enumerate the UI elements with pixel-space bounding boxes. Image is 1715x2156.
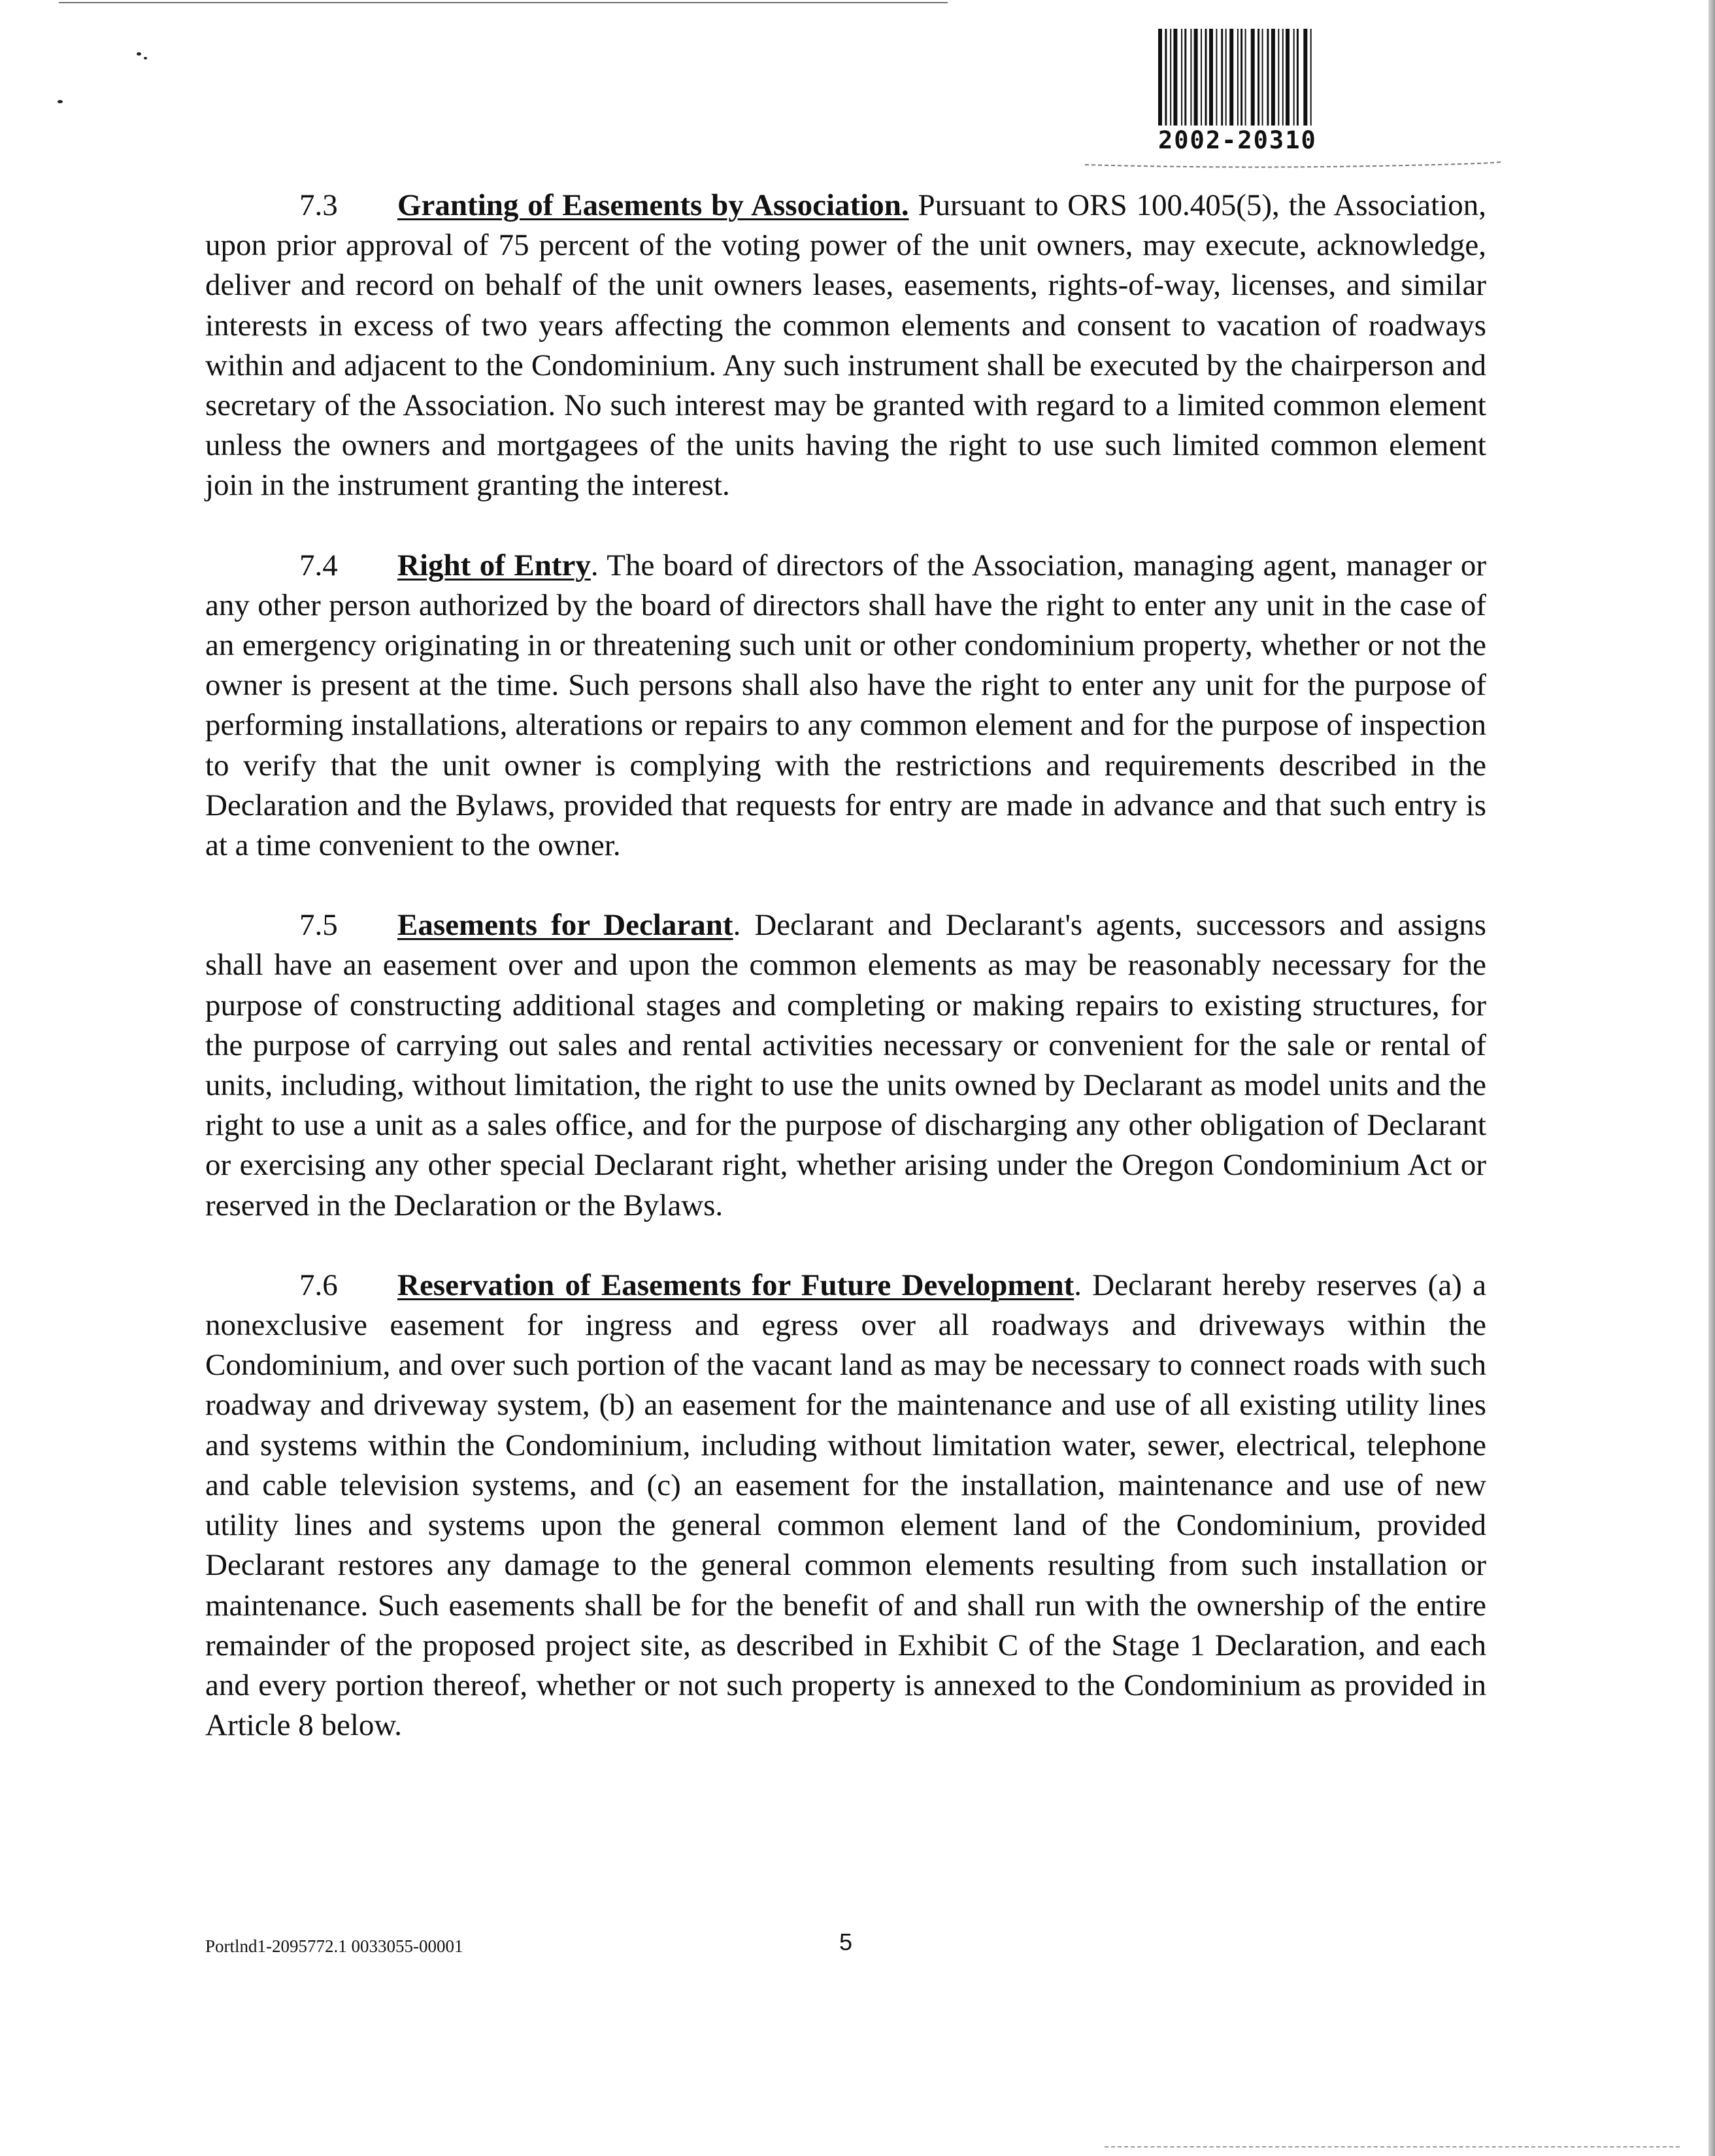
barcode-bar [1209,29,1213,126]
barcode-number: 2002-20310 [1158,126,1317,154]
barcode-bar [1158,29,1162,126]
barcode-bar [1257,29,1259,126]
section-title: Granting of Easements by Association. [397,188,909,222]
section-title: Reservation of Easements for Future Development [397,1268,1074,1302]
barcode-bar [1282,29,1284,126]
barcode-bar [1245,29,1246,126]
scan-speck [58,100,63,103]
barcode-bar [1297,29,1299,126]
section-text: Declarant hereby reserves (a) a nonexclusive easement for ingress and egress over all roadways and driveways within the Condominium, and over such portion of the vacant land as may be necessary to connect roads with such roadway and driveway system, (b) an easement for the maintenance and use of all existing utility lines and systems within the Condominium, including without limitation water, sewer, electrical, telephone and cable television systems, and (c) an easement for the installation, maintenance and use of new utility lines and systems upon the general common element land of the Condominium, provided Declarant restores any damage to the general common elements resulting from such installation or maintenance. Such easements shall be for the benefit of and shall run with the ownership of the entire remainder of the proposed project site, as described in Exhibit C of the Stage 1 Declaration, and each and every portion thereof, whether or not such property is annexed to the Condominium as provided in Article 8 below. [205,1268,1486,1743]
barcode-bar [1310,29,1312,126]
section-paragraph [205,905,1486,1226]
section-number: 7.6 [299,1268,338,1302]
barcode-bar [1271,29,1275,126]
barcode-bar [1286,29,1290,126]
section-paragraph [205,186,1486,506]
barcode-bar [1229,29,1233,126]
section-title: Easements for Declarant [397,908,733,943]
barcode-bar [1201,29,1202,126]
barcode-bar [1262,29,1263,126]
barcode-bar [1237,29,1239,126]
section-7-4 [205,546,1486,866]
barcode-image [1158,29,1452,127]
scan-right-edge [1708,0,1715,2156]
section-title: Right of Entry [397,548,591,582]
barcode-bar [1173,29,1177,126]
barcode-bar [1216,29,1217,126]
document-body [205,186,1486,1785]
section-number: 7.4 [299,548,338,582]
barcode-bar [1303,29,1307,126]
barcode-bar [1240,29,1242,126]
document-id-footer: Portlnd1-2095772.1 0033055-00001 [205,1936,463,1956]
section-text: Declarant and Declarant's agents, successors and assigns shall have an easement over and upon the common elements as may be reasonably necessary for the purpose of constructing additional stages and completing or making repairs to existing structures, for the purpose of carrying out sales and rental activities necessary or convenient for the sale or rental of units, including, without limitation, the right to use the units owned by Declarant as model units and the right to use a unit as a sales office, and for the purpose of discharging any other obligation of Declarant or exercising any other special Declarant right, whether arising under the Oregon Condominium Act or reserved in the Declaration or the Bylaws. [205,908,1486,1222]
barcode-bar [1165,29,1167,126]
barcode-underline [1085,161,1503,169]
barcode-bar [1251,29,1255,126]
barcode-bar [1170,29,1171,126]
barcode-bar [1267,29,1269,126]
barcode-bar [1194,29,1198,126]
barcode-bar [1181,29,1182,126]
section-7-5 [205,905,1486,1226]
barcode-bar [1221,29,1223,126]
barcode-bar [1190,29,1191,126]
scan-bottom-line [1105,2146,1680,2149]
scan-edge-line [59,2,948,3]
barcode-bar [1205,29,1207,126]
section-title-suffix: . [590,548,599,582]
section-title-suffix: . [1074,1268,1082,1302]
section-7-3 [205,186,1486,506]
barcode-bar [1293,29,1295,126]
barcode-bar [1278,29,1279,126]
barcode-bar [1184,29,1186,126]
section-text: The board of directors of the Association, managing agent, manager or any other person authorized by the board of directors shall have the right to enter any unit in the case of an emergency originating in or threatening such unit or other condominium property, whether or not the owner is present at the time. Such persons shall also have the right to enter any unit for the purpose of performing installations, alterations or repairs to any common element and for the purpose of inspection to verify that the unit owner is complying with the restrictions and requirements described in the Declaration and the Bylaws, provided that requests for entry are made in advance and that such entry is at a time convenient to the owner. [205,548,1486,863]
scan-speck [137,52,141,56]
section-number: 7.3 [299,188,338,222]
section-7-6 [205,1266,1486,1745]
section-number: 7.5 [299,908,338,943]
page-number: 5 [839,1929,853,1955]
scan-speck [144,57,147,59]
section-title-suffix: . [733,908,741,943]
barcode-bar [1225,29,1227,126]
section-text: Pursuant to ORS 100.405(5), the Association, upon prior approval of 75 percent of the voting power of the unit owners, may execute, acknowledge, deliver and record on behalf of the unit owners leases, easements, rights-of-way, licenses, and similar interests in excess of two years affecting the common elements and consent to vacation of roadways within and adjacent to the Condominium. Any such instrument shall be executed by the chairperson and secretary of the Association. No such interest may be granted with regard to a limited common element unless the owners and mortgagees of the units having the right to use such limited common element join in the instrument granting the interest. [205,188,1486,503]
section-paragraph [205,546,1486,866]
section-paragraph [205,1266,1486,1745]
